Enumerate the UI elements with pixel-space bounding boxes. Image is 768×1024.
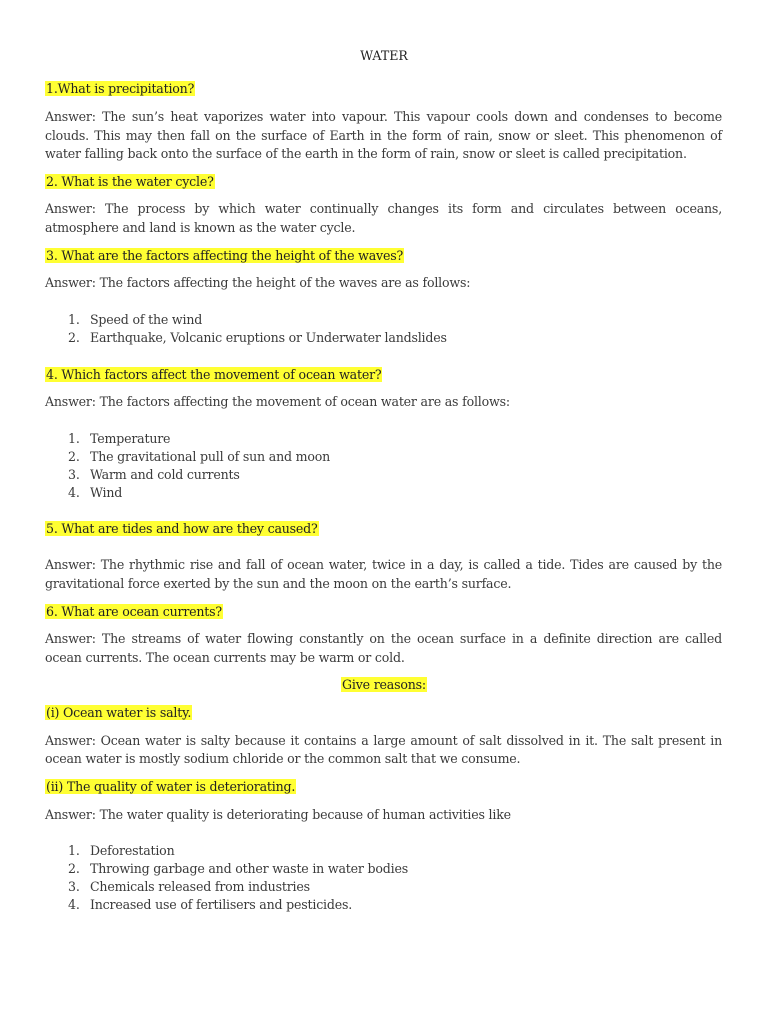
answer-5-line-1: Answer: The rhythmic rise and fall of ocean water, twice in a day, is called a tide. Tides are caused by the: [45, 557, 722, 572]
list-number: 1.: [68, 312, 80, 327]
list-number: 3.: [68, 879, 80, 894]
question-4-text: 4. Which factors affect the movement of ocean water?: [46, 367, 382, 382]
reason-1-answer-line-1: Answer: Ocean water is salty because it contains a large amount of salt dissolved in it. The salt present in: [45, 733, 722, 748]
reason-1-question: [45, 704, 722, 722]
list-item: Throwing garbage and other waste in water bodies: [90, 861, 408, 876]
list-number: 2.: [68, 861, 80, 876]
reason-1-text: (i) Ocean water is salty.: [46, 705, 192, 720]
page-title: WATER: [360, 48, 408, 63]
answer-5-line-2: gravitational force exerted by the sun and the moon on the earth’s surface.: [45, 576, 512, 591]
list-item: Increased use of fertilisers and pesticides.: [90, 897, 353, 912]
answer-6-line-1: Answer: The streams of water flowing constantly on the ocean surface in a definite direction are called: [45, 631, 722, 646]
question-2-text: 2. What is the water cycle?: [46, 174, 214, 189]
list-item: Warm and cold currents: [90, 467, 240, 482]
list-number: 1.: [68, 431, 80, 446]
reason-2-answer: Answer: The water quality is deteriorating because of human activities like: [45, 807, 511, 822]
list-item: Wind: [90, 485, 123, 500]
list-number: 4.: [68, 897, 80, 912]
list-item: The gravitational pull of sun and moon: [90, 449, 331, 464]
list-item: Earthquake, Volcanic eruptions or Underwater landslides: [90, 330, 447, 345]
question-1: [45, 80, 722, 98]
list-number: 1.: [68, 843, 80, 858]
reason-2-question: [45, 778, 722, 796]
question-5-text: 5. What are tides and how are they caused?: [46, 521, 318, 536]
reasons-heading: [0, 676, 768, 694]
answer-1-line-3: water falling back onto the surface of the earth in the form of rain, snow or sleet is called precipitation.: [45, 146, 687, 161]
question-3-text: 3. What are the factors affecting the height of the waves?: [46, 248, 404, 263]
answer-4: Answer: The factors affecting the movement of ocean water are as follows:: [45, 394, 510, 409]
list-item: Deforestation: [90, 843, 175, 858]
question-3: [45, 247, 722, 265]
answer-6-line-2: ocean currents. The ocean currents may be warm or cold.: [45, 650, 405, 665]
list-number: 4.: [68, 485, 80, 500]
list-number: 2.: [68, 449, 80, 464]
list-item: Speed of the wind: [90, 312, 203, 327]
reason-2-text: (ii) The quality of water is deteriorating.: [46, 779, 296, 794]
question-6: [45, 603, 722, 621]
list-number: 3.: [68, 467, 80, 482]
list-item: Chemicals released from industries: [90, 879, 310, 894]
question-1-text: 1.What is precipitation?: [46, 81, 195, 96]
reasons-heading-text: Give reasons:: [342, 677, 426, 692]
list-number: 2.: [68, 330, 80, 345]
reason-1-answer-line-2: ocean water is mostly sodium chloride or the common salt that we consume.: [45, 751, 521, 766]
answer-2-line-1: Answer: The process by which water continually changes its form and circulates between oceans,: [45, 201, 722, 216]
question-6-text: 6. What are ocean currents?: [46, 604, 222, 619]
question-5: [45, 520, 722, 538]
answer-1-line-1: Answer: The sun’s heat vaporizes water into vapour. This vapour cools down and condenses to become: [45, 109, 722, 124]
list-item: Temperature: [90, 431, 171, 446]
question-4: [45, 366, 722, 384]
question-2: [45, 173, 722, 191]
answer-3: Answer: The factors affecting the height of the waves are as follows:: [45, 275, 471, 290]
answer-1-line-2: clouds. This may then fall on the surface of Earth in the form of rain, snow or sleet. This phenomenon of: [45, 128, 722, 143]
answer-2-line-2: atmosphere and land is known as the water cycle.: [45, 220, 356, 235]
